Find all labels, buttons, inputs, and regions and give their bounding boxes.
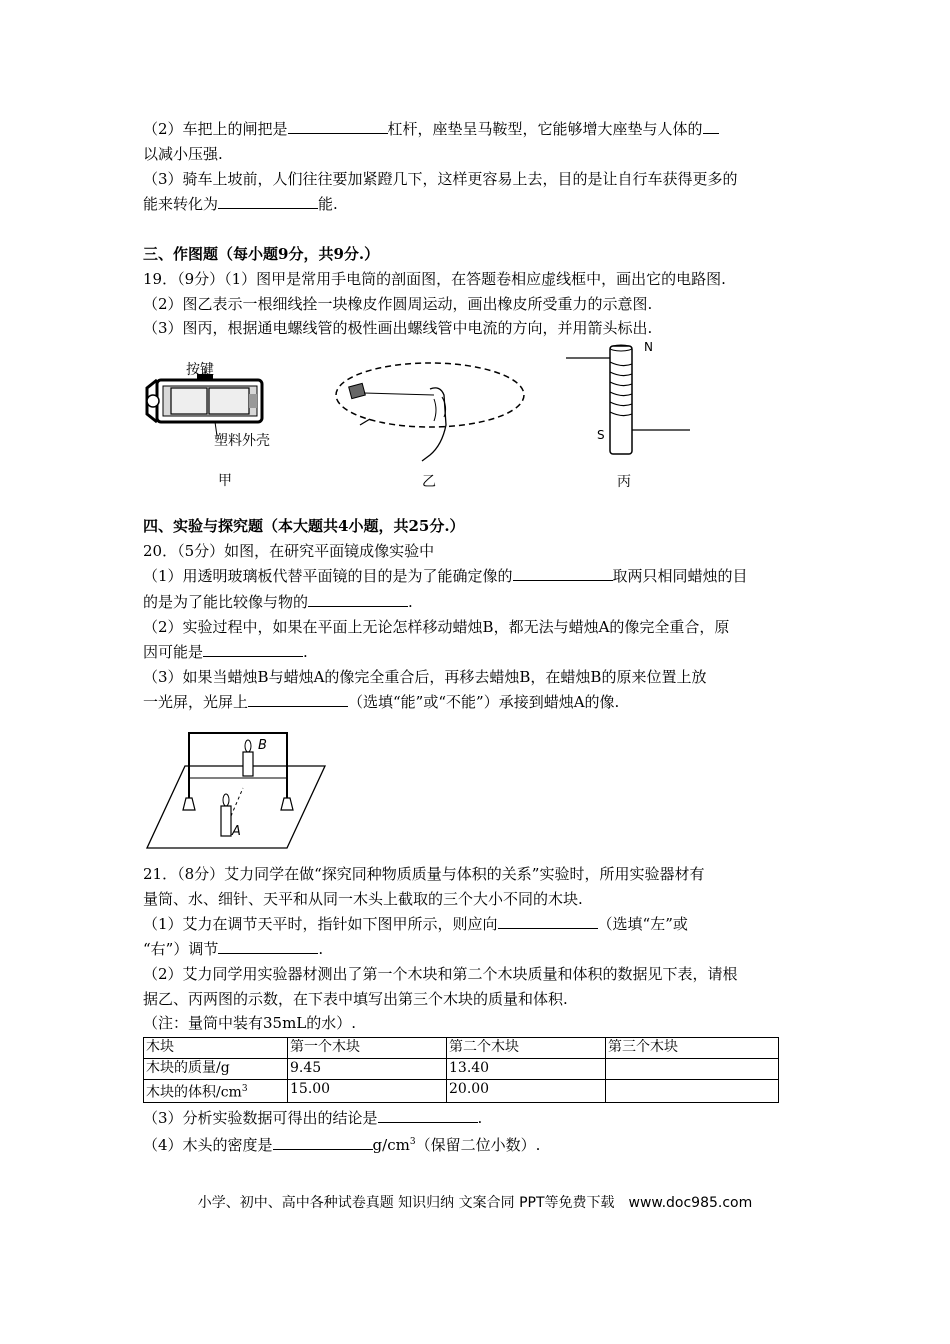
page-footer: 小学、初中、高中各种试卷真题 知识归纳 文案合同 PPT等免费下载 www.doc985.com [197,1195,753,1211]
answer-blank[interactable] [498,914,598,929]
q20-line7: 一光屏，光屏上 （选填“能”或“不能”）承接到蜡烛A的像. [143,693,620,711]
table-row [144,1059,779,1080]
solenoid-n-pole: N [644,340,653,354]
q21-line7: （注：量筒中装有35mL的水）. [143,1014,357,1032]
table-header-cell: 木块 [144,1038,288,1059]
q19-line2: （2）图乙表示一根细线拴一块橡皮作圆周运动，画出橡皮所受重力的示意图. [143,295,653,313]
answer-blank[interactable] [248,692,348,707]
q18-part2: （2）车把上的闸把是 杠杆，座垫呈马鞍型，它能够增大座垫与人体的 [143,119,719,139]
table-header-cell: 第一个木块 [288,1038,447,1059]
answer-blank[interactable] [308,592,408,607]
eraser-circular-motion-figure [330,355,530,465]
flashlight-shell-label: 塑料外壳 [214,433,270,449]
q20-line5: 因可能是 . [143,643,308,661]
table-cell: 20.00 [447,1080,606,1103]
q20-line3: 的是为了能比较像与物的 . [143,593,413,611]
caption-yi: 乙 [422,474,436,490]
table-cell: 木块的体积$/cm^3$ [144,1080,288,1103]
answer-cell[interactable] [606,1080,779,1103]
q18-part3-cont: 能来转化为 能. [143,195,338,213]
table-cell: 15.00 [288,1080,447,1103]
answer-blank[interactable] [273,1135,373,1150]
q20-line6: （3）如果当蜡烛B与蜡烛A的像完全重合后，再移去蜡烛B，在蜡烛B的原来位置上放 [143,668,707,686]
q21-line1: 21．（8分）艾力同学在做“探究同种物质质量与体积的关系”实验时，所用实验器材有 [143,865,705,883]
q20-line2: （1）用透明玻璃板代替平面镜的目的是为了能确定像的 取两只相同蜡烛的目 [143,567,748,585]
q21-line9: （4）木头的密度是 $g/cm^3$（保留二位小数）. [143,1136,541,1154]
table-row [144,1080,779,1103]
table-cell: 木块的质量/g [144,1059,288,1080]
table-header-row [144,1038,779,1059]
answer-blank[interactable] [218,194,318,209]
table-header-cell: 第二个木块 [447,1038,606,1059]
table-cell: 9.45 [288,1059,447,1080]
caption-jia: 甲 [218,473,232,489]
wood-block-data-table [143,1037,779,1103]
section4-title: 四、实验与探究题（本大题共4小题，共25分.） [143,517,465,535]
caption-bing: 丙 [617,474,631,490]
answer-blank[interactable] [703,119,719,134]
q21-line2: 量筒、水、细针、天平和从同一木头上截取的三个大小不同的木块. [143,890,583,908]
answer-cell[interactable] [606,1059,779,1080]
table-cell: 13.40 [447,1059,606,1080]
answer-blank[interactable] [378,1108,478,1123]
answer-blank[interactable] [203,642,303,657]
table-header-cell: 第三个木块 [606,1038,779,1059]
flashlight-button-label: 按键 [186,362,214,378]
q21-line4: “右”）调节 . [143,940,324,958]
answer-blank[interactable] [288,119,388,134]
answer-blank[interactable] [513,566,613,581]
q18-part3: （3）骑车上坡前，人们往往要加紧蹬几下，这样更容易上去，目的是让自行车获得更多的 [143,170,738,188]
q21-line5: （2）艾力同学用实验器材测出了第一个木块和第二个木块质量和体积的数据见下表，请根 [143,965,738,983]
candle-b-label: B [258,738,267,753]
solenoid-s-pole: S [597,428,605,442]
q21-line3: （1）艾力在调节天平时，指针如下图甲所示，则应向 （选填“左”或 [143,915,688,933]
q20-line4: （2）实验过程中，如果在平面上无论怎样移动蜡烛B，都无法与蜡烛A的像完全重合，原 [143,618,730,636]
candle-a-label: A [232,824,241,839]
section3-title: 三、作图题（每小题9分，共9分.） [143,245,380,263]
answer-blank[interactable] [218,939,318,954]
q19-line1: 19．（9分）（1）图甲是常用手电筒的剖面图，在答题卷相应虚线框中，画出它的电路图. [143,270,726,288]
q20-line1: 20．（5分）如图，在研究平面镜成像实验中 [143,542,435,560]
q21-line8: （3）分析实验数据可得出的结论是 . [143,1109,483,1127]
q18-part2-cont: 以减小压强. [143,145,223,163]
q21-line6: 据乙、丙两图的示数，在下表中填写出第三个木块的质量和体积. [143,990,568,1008]
q19-line3: （3）图丙，根据通电螺线管的极性画出螺线管中电流的方向，并用箭头标出. [143,319,653,337]
solenoid-figure [560,340,700,460]
